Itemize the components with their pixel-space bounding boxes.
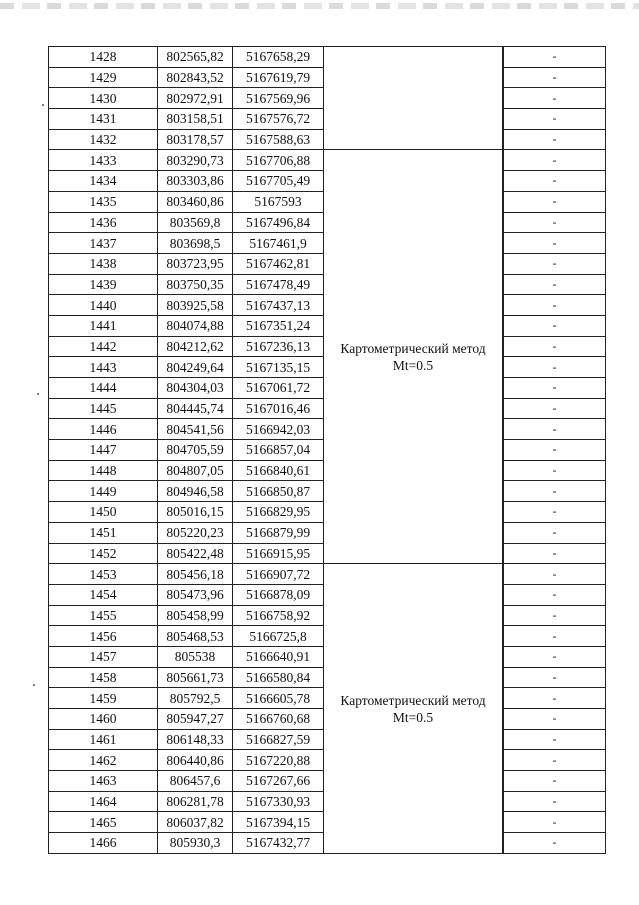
x-coordinate-cell: 805016,15	[158, 502, 233, 523]
x-coordinate-cell: 804445,74	[158, 398, 233, 419]
point-number-cell: 1449	[49, 481, 158, 502]
y-coordinate-cell: 5167267,66	[233, 771, 324, 792]
y-coordinate-cell: 5167016,46	[233, 398, 324, 419]
dash-cell: -	[504, 709, 606, 730]
dash-cell: -	[504, 150, 606, 171]
x-coordinate-cell: 804705,59	[158, 440, 233, 461]
point-number-cell: 1458	[49, 667, 158, 688]
method-cell	[324, 47, 503, 150]
x-coordinate-cell: 802565,82	[158, 47, 233, 68]
y-coordinate-cell: 5167496,84	[233, 212, 324, 233]
dash-cell: -	[504, 626, 606, 647]
dash-cell: -	[504, 295, 606, 316]
x-coordinate-cell: 803303,86	[158, 171, 233, 192]
method-name: Картометрический метод	[340, 340, 486, 356]
y-coordinate-cell: 5166878,09	[233, 584, 324, 605]
y-coordinate-cell: 5167437,13	[233, 295, 324, 316]
x-coordinate-cell: 803178,57	[158, 129, 233, 150]
dash-cell: -	[504, 129, 606, 150]
point-number-cell: 1443	[49, 357, 158, 378]
x-coordinate-cell: 806281,78	[158, 791, 233, 812]
dash-cell: -	[504, 212, 606, 233]
point-number-cell: 1441	[49, 315, 158, 336]
x-coordinate-cell: 804074,88	[158, 315, 233, 336]
dash-cell: -	[504, 564, 606, 585]
point-number-cell: 1451	[49, 522, 158, 543]
method-cell	[324, 564, 503, 854]
dash-cell: -	[504, 440, 606, 461]
point-number-cell: 1462	[49, 750, 158, 771]
x-coordinate-cell: 803698,5	[158, 233, 233, 254]
dash-cell: -	[504, 378, 606, 399]
point-number-cell: 1453	[49, 564, 158, 585]
point-number-cell: 1444	[49, 378, 158, 399]
point-number-cell: 1450	[49, 502, 158, 523]
dash-cell: -	[504, 543, 606, 564]
dash-cell: -	[504, 460, 606, 481]
y-coordinate-cell: 5166857,04	[233, 440, 324, 461]
scan-speck	[42, 104, 44, 106]
dash-cell: -	[504, 253, 606, 274]
dash-cell: -	[504, 750, 606, 771]
point-number-cell: 1455	[49, 605, 158, 626]
dash-cell: -	[504, 502, 606, 523]
point-number-cell: 1447	[49, 440, 158, 461]
y-coordinate-cell: 5167462,81	[233, 253, 324, 274]
point-number-cell: 1452	[49, 543, 158, 564]
y-coordinate-cell: 5167593	[233, 191, 324, 212]
point-number-cell: 1429	[49, 67, 158, 88]
x-coordinate-cell: 803569,8	[158, 212, 233, 233]
dash-cell: -	[504, 171, 606, 192]
point-number-cell: 1442	[49, 336, 158, 357]
dash-cell: -	[504, 357, 606, 378]
dash-cell: -	[504, 191, 606, 212]
x-coordinate-cell: 803925,58	[158, 295, 233, 316]
point-number-cell: 1461	[49, 729, 158, 750]
x-coordinate-cell: 805468,53	[158, 626, 233, 647]
y-coordinate-cell: 5167478,49	[233, 274, 324, 295]
x-coordinate-cell: 804807,05	[158, 460, 233, 481]
y-coordinate-cell: 5166879,99	[233, 522, 324, 543]
dash-cell: -	[504, 315, 606, 336]
x-coordinate-cell: 806457,6	[158, 771, 233, 792]
scan-speck	[33, 684, 35, 686]
y-coordinate-cell: 5167432,77	[233, 833, 324, 854]
y-coordinate-cell: 5167569,96	[233, 88, 324, 109]
table-row	[49, 47, 606, 68]
y-coordinate-cell: 5167061,72	[233, 378, 324, 399]
point-number-cell: 1436	[49, 212, 158, 233]
y-coordinate-cell: 5166850,87	[233, 481, 324, 502]
x-coordinate-cell: 804946,58	[158, 481, 233, 502]
y-coordinate-cell: 5166758,92	[233, 605, 324, 626]
point-number-cell: 1459	[49, 688, 158, 709]
dash-cell: -	[504, 67, 606, 88]
point-number-cell: 1457	[49, 646, 158, 667]
dash-cell: -	[504, 584, 606, 605]
dash-cell: -	[504, 667, 606, 688]
y-coordinate-cell: 5167576,72	[233, 109, 324, 130]
y-coordinate-cell: 5167588,63	[233, 129, 324, 150]
table-row	[49, 150, 606, 171]
dash-cell: -	[504, 233, 606, 254]
coordinates-table-body	[49, 47, 606, 854]
x-coordinate-cell: 805930,3	[158, 833, 233, 854]
point-number-cell: 1432	[49, 129, 158, 150]
point-number-cell: 1435	[49, 191, 158, 212]
point-number-cell: 1431	[49, 109, 158, 130]
y-coordinate-cell: 5166829,95	[233, 502, 324, 523]
y-coordinate-cell: 5166580,84	[233, 667, 324, 688]
x-coordinate-cell: 803158,51	[158, 109, 233, 130]
dash-cell: -	[504, 833, 606, 854]
y-coordinate-cell: 5166840,61	[233, 460, 324, 481]
y-coordinate-cell: 5167619,79	[233, 67, 324, 88]
point-number-cell: 1445	[49, 398, 158, 419]
x-coordinate-cell: 806148,33	[158, 729, 233, 750]
x-coordinate-cell: 806037,82	[158, 812, 233, 833]
x-coordinate-cell: 805458,99	[158, 605, 233, 626]
x-coordinate-cell: 805473,96	[158, 584, 233, 605]
dash-cell: -	[504, 88, 606, 109]
table-row	[49, 564, 606, 585]
x-coordinate-cell: 805538	[158, 646, 233, 667]
x-coordinate-cell: 806440,86	[158, 750, 233, 771]
y-coordinate-cell: 5166760,68	[233, 709, 324, 730]
point-number-cell: 1454	[49, 584, 158, 605]
dash-cell: -	[504, 771, 606, 792]
method-name: Картометрический метод	[340, 692, 486, 708]
x-coordinate-cell: 805792,5	[158, 688, 233, 709]
x-coordinate-cell: 804249,64	[158, 357, 233, 378]
x-coordinate-cell: 805456,18	[158, 564, 233, 585]
point-number-cell: 1438	[49, 253, 158, 274]
x-coordinate-cell: 805661,73	[158, 667, 233, 688]
x-coordinate-cell: 804212,62	[158, 336, 233, 357]
point-number-cell: 1433	[49, 150, 158, 171]
coordinates-table	[48, 46, 606, 854]
point-number-cell: 1434	[49, 171, 158, 192]
y-coordinate-cell: 5167461,9	[233, 233, 324, 254]
dash-cell: -	[504, 522, 606, 543]
y-coordinate-cell: 5167394,15	[233, 812, 324, 833]
dash-cell: -	[504, 729, 606, 750]
dash-cell: -	[504, 605, 606, 626]
x-coordinate-cell: 802843,52	[158, 67, 233, 88]
dash-cell: -	[504, 47, 606, 68]
point-number-cell: 1428	[49, 47, 158, 68]
x-coordinate-cell: 803460,86	[158, 191, 233, 212]
x-coordinate-cell: 803750,35	[158, 274, 233, 295]
dash-cell: -	[504, 336, 606, 357]
dash-cell: -	[504, 791, 606, 812]
x-coordinate-cell: 804304,03	[158, 378, 233, 399]
y-coordinate-cell: 5166907,72	[233, 564, 324, 585]
y-coordinate-cell: 5167658,29	[233, 47, 324, 68]
method-accuracy: Mt=0.5	[392, 709, 434, 725]
point-number-cell: 1440	[49, 295, 158, 316]
x-coordinate-cell: 803723,95	[158, 253, 233, 274]
dash-cell: -	[504, 419, 606, 440]
y-coordinate-cell: 5166942,03	[233, 419, 324, 440]
dash-cell: -	[504, 688, 606, 709]
y-coordinate-cell: 5167706,88	[233, 150, 324, 171]
point-number-cell: 1463	[49, 771, 158, 792]
point-number-cell: 1456	[49, 626, 158, 647]
dash-cell: -	[504, 646, 606, 667]
x-coordinate-cell: 803290,73	[158, 150, 233, 171]
dash-cell: -	[504, 812, 606, 833]
x-coordinate-cell: 805947,27	[158, 709, 233, 730]
y-coordinate-cell: 5167351,24	[233, 315, 324, 336]
y-coordinate-cell: 5167705,49	[233, 171, 324, 192]
point-number-cell: 1430	[49, 88, 158, 109]
dash-cell: -	[504, 481, 606, 502]
point-number-cell: 1466	[49, 833, 158, 854]
point-number-cell: 1437	[49, 233, 158, 254]
y-coordinate-cell: 5166915,95	[233, 543, 324, 564]
point-number-cell: 1448	[49, 460, 158, 481]
x-coordinate-cell: 805422,48	[158, 543, 233, 564]
y-coordinate-cell: 5166725,8	[233, 626, 324, 647]
scan-speck	[37, 393, 39, 395]
y-coordinate-cell: 5166827,59	[233, 729, 324, 750]
point-number-cell: 1464	[49, 791, 158, 812]
point-number-cell: 1460	[49, 709, 158, 730]
point-number-cell: 1465	[49, 812, 158, 833]
point-number-cell: 1439	[49, 274, 158, 295]
x-coordinate-cell: 805220,23	[158, 522, 233, 543]
x-coordinate-cell: 804541,56	[158, 419, 233, 440]
method-cell	[324, 150, 503, 564]
x-coordinate-cell: 802972,91	[158, 88, 233, 109]
y-coordinate-cell: 5166640,91	[233, 646, 324, 667]
y-coordinate-cell: 5167220,88	[233, 750, 324, 771]
point-number-cell: 1446	[49, 419, 158, 440]
y-coordinate-cell: 5166605,78	[233, 688, 324, 709]
y-coordinate-cell: 5167330,93	[233, 791, 324, 812]
scan-header-artifact	[0, 3, 639, 9]
y-coordinate-cell: 5167135,15	[233, 357, 324, 378]
dash-cell: -	[504, 274, 606, 295]
dash-cell: -	[504, 398, 606, 419]
method-accuracy: Mt=0.5	[392, 357, 434, 373]
y-coordinate-cell: 5167236,13	[233, 336, 324, 357]
dash-cell: -	[504, 109, 606, 130]
